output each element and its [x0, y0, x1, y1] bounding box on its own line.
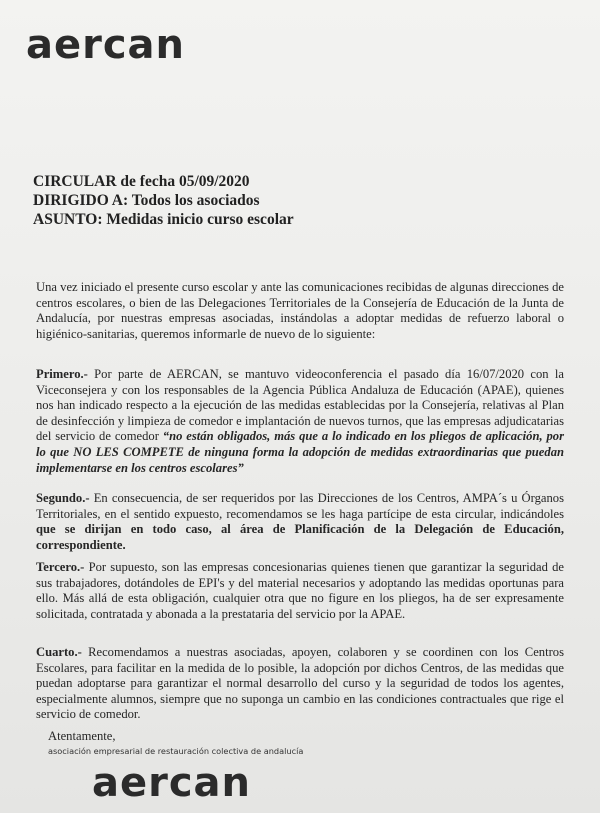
aercan-logo	[26, 22, 185, 68]
circular-recipients: DIRIGIDO A: Todos los asociados	[33, 192, 260, 209]
primero-text: Por parte de AERCAN, se mantuvo videoconferencia el pasado día 16/07/2020 con la Viceconsejera y con los responsables de la Agencia Pública Andaluza de Educación (APAE), quienes nos han indicado respecto a la ejecución de las medidas establecidas por la Consejería, relativas al Plan de desinfección y limpieza de comedor e implantación de nuevos turnos, que las empresas adjudicatarias del servicio de comedor	[36, 367, 564, 444]
intro-paragraph: Una vez iniciado el presente curso escolar y ante las comunicaciones recibidas de algunas direcciones de centros escolares, o bien de las Delegaciones Territoriales de la Consejería de Educación de la Junta de Andalucía, por nuestras empresas asociadas, instándolas a adoptar medidas de refuerzo laboral o higiénico-sanitarias, queremos informarle de nuevo de lo siguiente:	[36, 280, 564, 341]
primero-paragraph	[36, 367, 564, 476]
cuarto-label: Cuarto.-	[36, 645, 82, 659]
tercero-label: Tercero.-	[36, 560, 85, 574]
circular-subject: ASUNTO: Medidas inicio curso escolar	[33, 211, 294, 228]
circular-date: CIRCULAR de fecha 05/09/2020	[33, 173, 250, 190]
cuarto-text: Recomendamos a nuestras asociadas, apoyen, colaboren y se coordinen con los Centros Escolares, para facilitar en la medida de lo posible, la adopción por dichos Centros, de las medidas que puedan adoptarse para garantizar el normal desarrollo del curso y la seguridad de todos los agentes, especialmente alumnos, siempre que no suponga un cambio en las condiciones contractuales que rige el servicio de comedor.	[36, 645, 564, 722]
association-name: asociación empresarial de restauración colectiva de andalucía	[48, 746, 304, 756]
primero-label: Primero.-	[36, 367, 88, 381]
primero-emphasis: “no están obligados, más que a lo indicado en los pliegos de aplicación, por lo que NO LES COMPETE de ninguna forma la adopción de medidas extraordinarias que puedan implementarse en los centros escolares”	[36, 429, 564, 475]
aercan-stamp-logo	[92, 760, 251, 806]
logo-text: aercan	[26, 22, 186, 68]
circular-header	[33, 172, 294, 229]
segundo-emphasis: que se dirijan en todo caso, al área de Planificación de la Delegación de Educación, correspondiente.	[36, 522, 564, 552]
closing-salutation: Atentamente,	[48, 729, 116, 743]
tercero-text: Por supuesto, son las empresas concesionarias quienes tienen que garantizar la seguridad de sus trabajadores, dotándoles de EPI's y del material necesarios y adoptando las medidas oportunas para ello. Más allá de esta obligación, cualquier otra que no figure en los pliegos, ha de ser expresamente solicitada, contratada y abonada a la prestataria del servicio por la APAE.	[36, 560, 564, 621]
segundo-paragraph	[36, 491, 564, 553]
segundo-label: Segundo.-	[36, 491, 90, 505]
cuarto-paragraph	[36, 645, 564, 723]
segundo-text: En consecuencia, de ser requeridos por las Direcciones de los Centros, AMPA´s u Órganos Territoriales, en el sentido expuesto, recomendamos se les haga partícipe de esta circular, indicándoles	[36, 491, 564, 521]
tercero-paragraph	[36, 560, 564, 622]
stamp-logo-text: aercan	[92, 760, 252, 806]
